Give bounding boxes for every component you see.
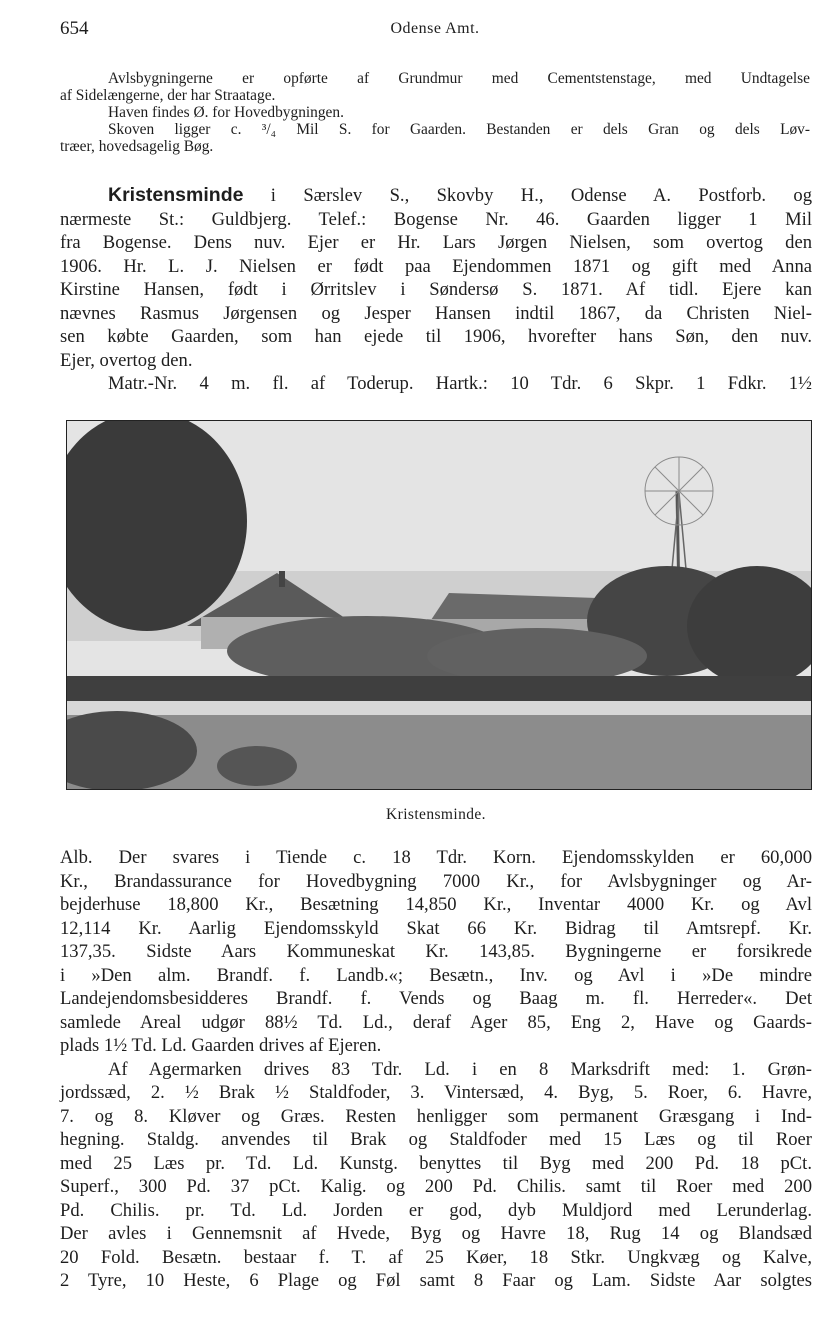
entry-first-line [60,184,812,208]
text-line: 7. og 8. Kløver og Græs. Resten henligger som permanent Græsgang i Ind- [60,1105,812,1127]
running-head: Odense Amt. [390,20,480,37]
text-line: nærmeste St.: Guldbjerg. Telef.: Bogense Nr. 46. Gaarden ligger 1 Mil [60,208,812,230]
text-line: 137,35. Sidste Aars Kommuneskat Kr. 143,85. Bygningerne er forsikrede [60,941,812,962]
text-line: Ejer, overtog den. [60,349,193,371]
page-number: 654 [60,18,89,39]
text-line: i »Den alm. Brandf. f. Landb.«; Besætn., Inv. og Avl i »De mindre [60,964,812,986]
text-line: jordssæd, 2. ½ Brak ½ Staldfoder, 3. Vintersæd, 4. Byg, 5. Roer, 6. Havre, [60,1082,812,1103]
text-line: træer, hovedsagelig Bøg. [60,138,214,155]
text-line: Kirstine Hansen, født i Ørritslev i Søndersø S. 1871. Af tidl. Ejere kan [60,279,812,300]
estate-name: Kristensminde [108,184,244,206]
text-line: 12,114 Kr. Aarlig Ejendomsskyld Skat 66 Kr. Bidrag til Amtsrepf. Kr. [60,917,812,939]
text-line: 20 Fold. Besætn. bestaar f. T. af 25 Køer, 18 Stkr. Ungkvæg og Kalve, [60,1246,812,1268]
text-line: bejderhuse 18,800 Kr., Besætning 14,850 Kr., Inventar 4000 Kr. og Avl [60,894,812,915]
text-line: Landejendomsbesidderes Brandf. f. Vends og Baag m. fl. Herreder«. Det [60,988,812,1009]
farm-photograph [66,420,812,790]
photo-caption: Kristensminde. [386,806,486,823]
farm-scene-image [67,421,811,789]
estate-details [60,846,812,1293]
text-line: Superf., 300 Pd. 37 pCt. Kalig. og 200 Pd. Chilis. samt til Roer med 200 [60,1176,812,1197]
text-line: sen købte Gaarden, som han ejede til 1906, hvorefter hans Søn, den nuv. [60,326,812,347]
text-line: med 25 Læs pr. Td. Ld. Kunstg. benyttes til Byg med 200 Pd. 18 pCt. [60,1152,812,1174]
text-line: Matr.-Nr. 4 m. fl. af Toderup. Hartk.: 10 Tdr. 6 Skpr. 1 Fdkr. 1½ [108,373,812,394]
text-line: Der avles i Gennemsnit af Hvede, Byg og Havre 18, Rug 14 og Blandsæd [60,1223,812,1244]
estate-entry [60,184,812,396]
text-line: 2 Tyre, 10 Heste, 6 Plage og Føl samt 8 Faar og Lam. Sidste Aar solgtes [60,1270,812,1291]
text-line: samlede Areal udgør 88½ Td. Ld., deraf Ager 85, Eng 2, Have og Gaards- [60,1011,812,1033]
text-line: Haven findes Ø. for Hovedbygningen. [108,104,344,121]
text-line: Skoven ligger c. ³/₄ Mil S. for Gaarden. Bestanden er dels Gran og dels Løv- [108,121,810,138]
text-line: Alb. Der svares i Tiende c. 18 Tdr. Korn. Ejendomsskylden er 60,000 [60,847,812,868]
text-line: fra Bogense. Dens nuv. Ejer er Hr. Lars Jørgen Nielsen, som overtog den [60,232,812,253]
text-line: nævnes Rasmus Jørgensen og Jesper Hansen indtil 1867, da Christen Niel- [60,302,812,324]
text-line: af Sidelængerne, der har Straatage. [60,87,276,104]
previous-entry-notes [60,70,810,155]
text-line: Kr., Brandassurance for Hovedbygning 7000 Kr., for Avlsbygninger og Ar- [60,870,812,892]
text-line: Avlsbygningerne er opførte af Grundmur med Cementstenstage, med Undtagelse [108,70,810,87]
text-line: Af Agermarken drives 83 Tdr. Ld. i en 8 Marksdrift med: 1. Grøn- [108,1058,812,1080]
text-line: 1906. Hr. L. J. Nielsen er født paa Ejendommen 1871 og gift med Anna [60,255,812,277]
text-line: plads 1½ Td. Ld. Gaarden drives af Ejeren. [60,1035,382,1056]
text-line: i Særslev S., Skovby H., Odense A. Postforb. og [243,185,812,206]
text-line: Pd. Chilis. pr. Td. Ld. Jorden er god, dyb Muldjord med Lerunderlag. [60,1199,812,1221]
page-header [60,18,810,44]
text-line: hegning. Staldg. anvendes til Brak og Staldfoder med 15 Læs og til Roer [60,1129,812,1150]
